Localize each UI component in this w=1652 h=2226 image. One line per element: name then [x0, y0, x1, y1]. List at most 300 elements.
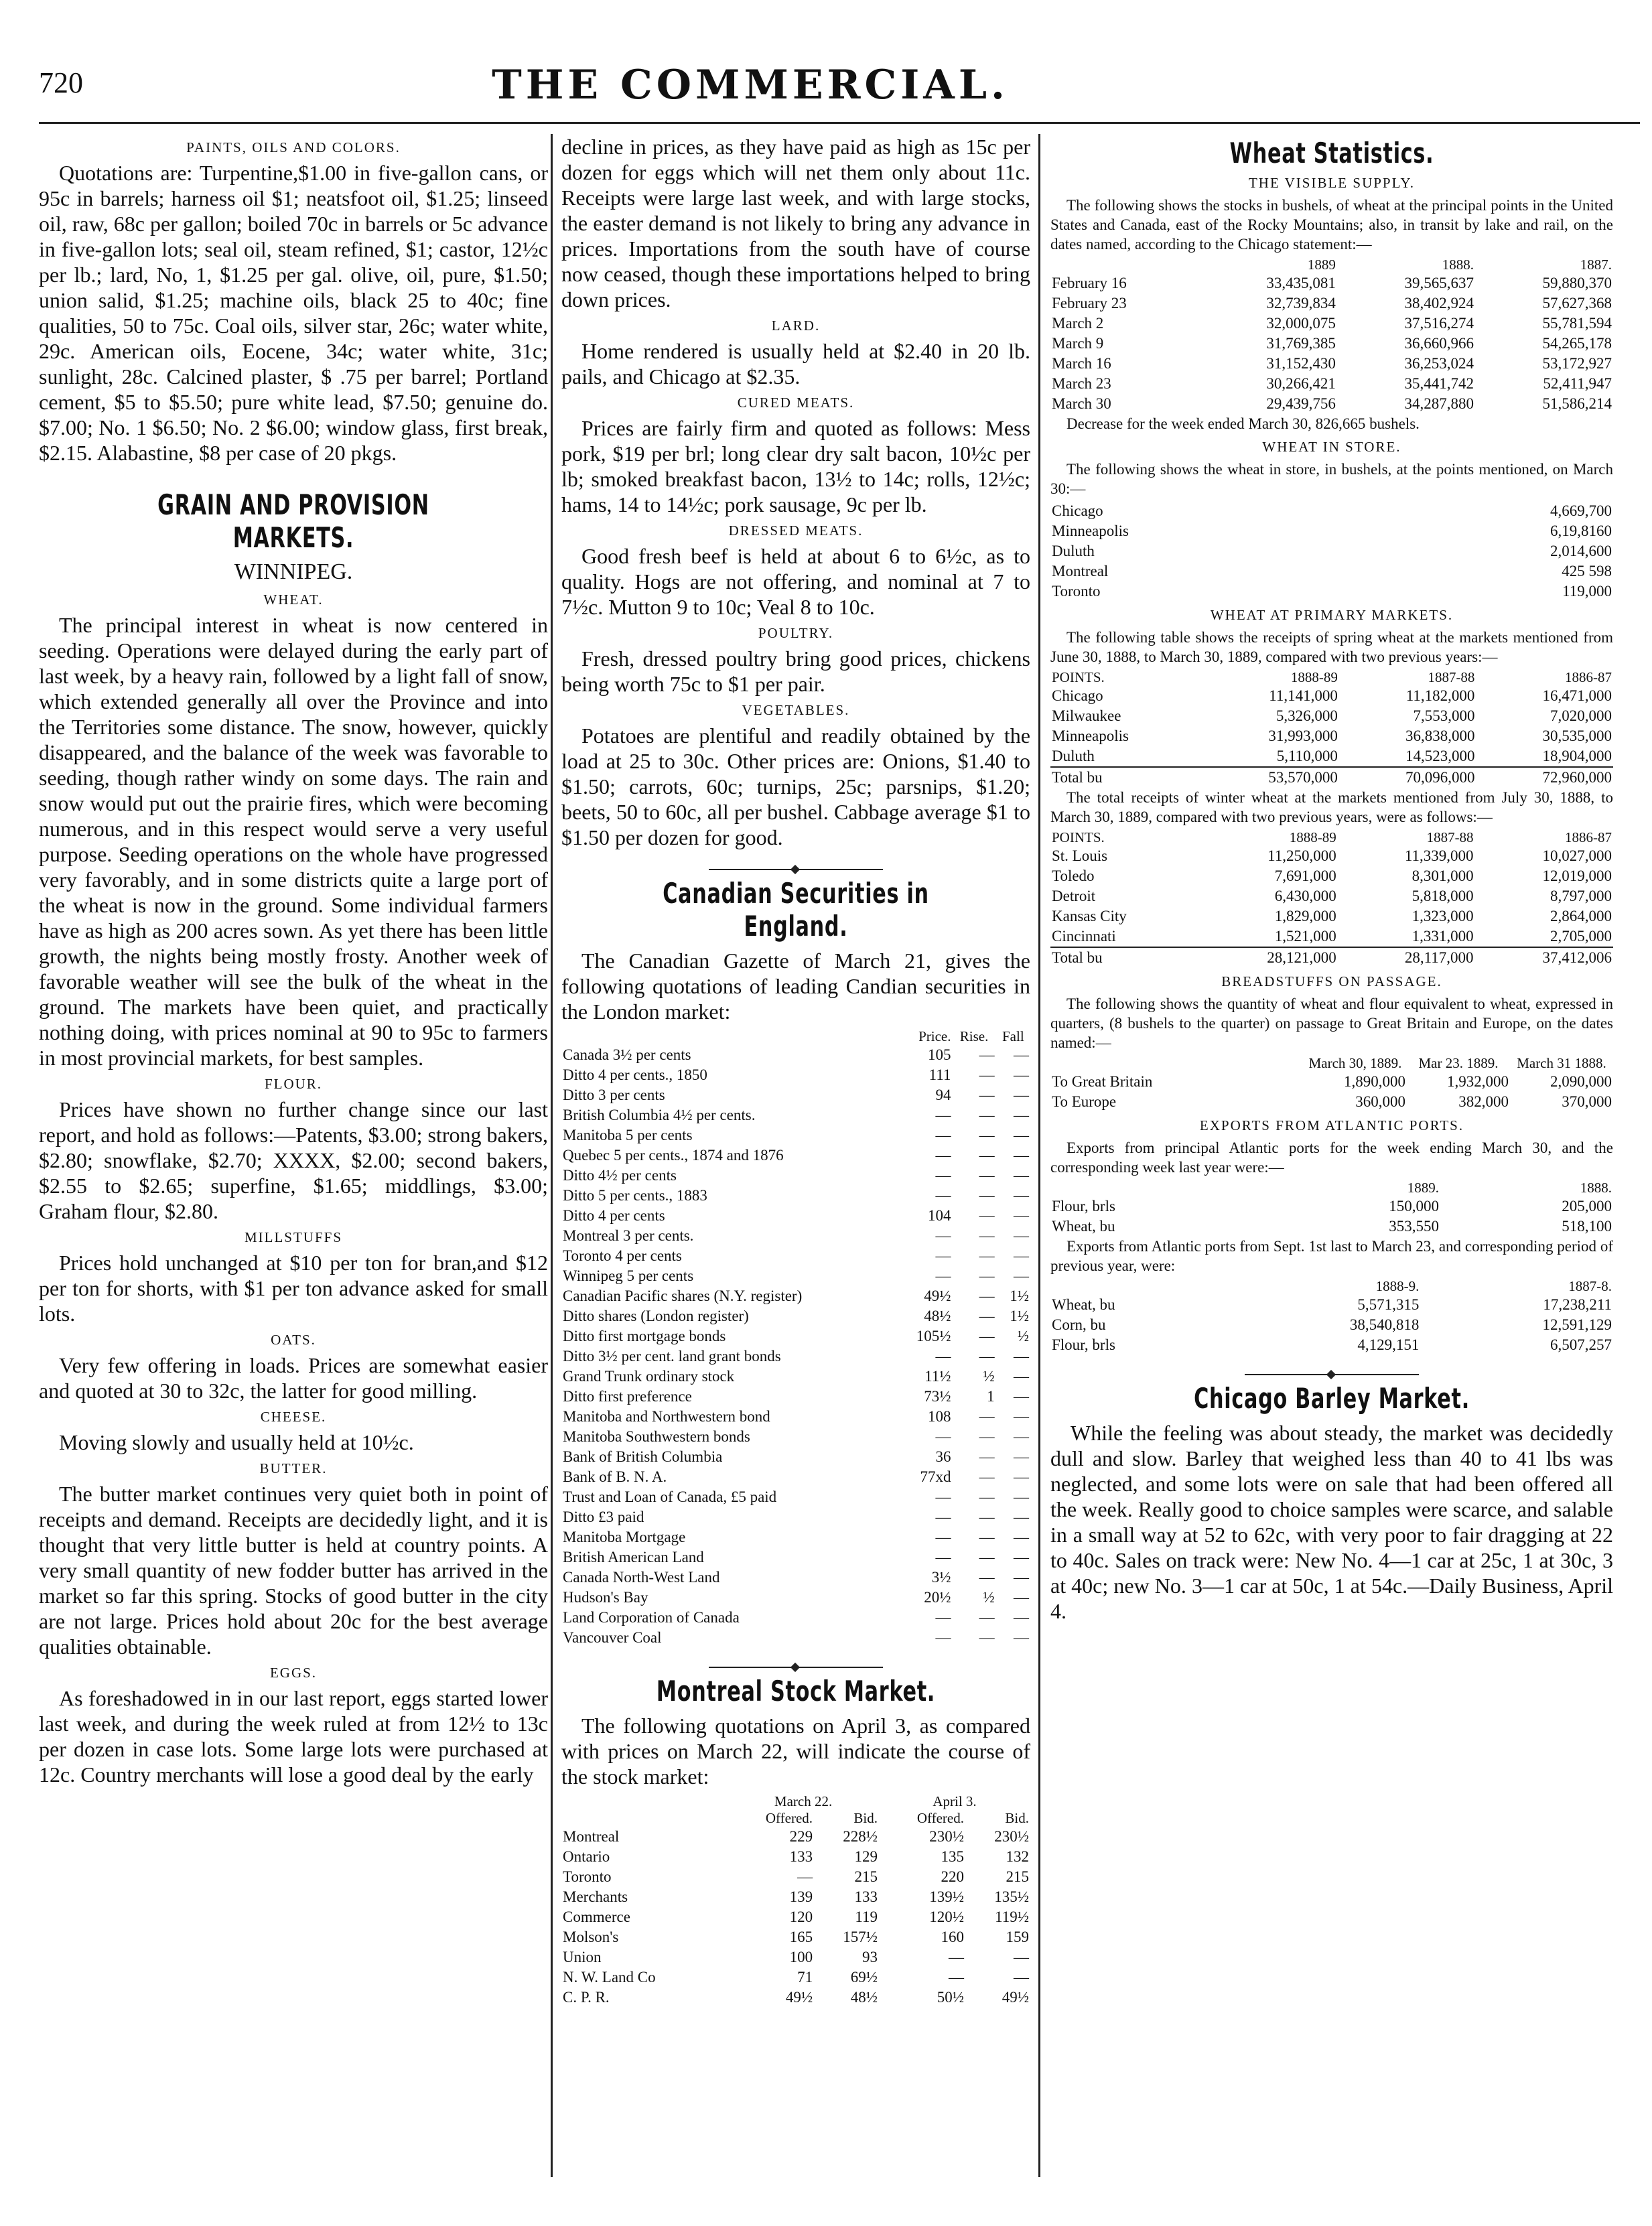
column-divider [1038, 134, 1040, 2177]
table-row [561, 1105, 1030, 1125]
cell-value: — [1014, 1629, 1029, 1646]
cell-value: 31,993,000 [1268, 727, 1338, 744]
cell-value: 34,287,880 [1404, 395, 1474, 412]
cell-value: 5,818,000 [1412, 888, 1474, 904]
total-value: 37,412,006 [1475, 947, 1613, 968]
table-row [561, 1568, 1030, 1588]
total-value: 70,096,000 [1339, 767, 1476, 788]
col-header: Price. [918, 1028, 951, 1044]
col-header: Offered. [916, 1810, 964, 1826]
cell-value: 1,829,000 [1274, 908, 1336, 924]
cell-value: — [1014, 1609, 1029, 1626]
table-row [561, 1045, 1030, 1065]
table-row [1050, 1216, 1613, 1237]
cell-value: 139½ [929, 1888, 964, 1905]
cell-value: 105 [927, 1046, 951, 1063]
table-row [1050, 521, 1613, 541]
cell-value: — [1014, 1207, 1029, 1224]
col-header: Rise. [959, 1028, 989, 1044]
cell-value: 119,000 [1562, 583, 1612, 600]
table-row [561, 1827, 1030, 1847]
row-label: Manitoba 5 per cents [563, 1127, 693, 1143]
cell-value: — [1014, 1368, 1029, 1385]
cell-value: — [979, 1529, 995, 1545]
row-label: Trust and Loan of Canada, £5 paid [563, 1488, 777, 1505]
cell-value: 32,739,834 [1266, 295, 1336, 311]
cell-value: 36 [935, 1448, 951, 1465]
passage-subheading: BREADSTUFFS ON PASSAGE. [1221, 973, 1442, 989]
cell-value: 35,441,742 [1404, 375, 1474, 392]
cell-value: — [979, 1549, 995, 1566]
table-row [561, 1507, 1030, 1527]
cell-value: — [979, 1247, 995, 1264]
row-label: Duluth [1052, 543, 1095, 559]
cell-value: 7,553,000 [1413, 707, 1475, 724]
cell-value: 53,172,927 [1542, 355, 1612, 372]
col-header: Bid. [853, 1810, 878, 1826]
row-label: Vancouver Coal [563, 1629, 662, 1646]
cell-value: 1 [987, 1388, 995, 1405]
cell-value: — [1014, 1408, 1029, 1425]
row-label: Ditto 5 per cents., 1883 [563, 1187, 707, 1204]
table-row [561, 1927, 1030, 1947]
cell-value: — [1014, 1488, 1029, 1505]
total-value: 53,570,000 [1202, 767, 1339, 788]
cell-value: 425 598 [1562, 563, 1612, 579]
table-row [561, 1326, 1030, 1346]
row-label: C. P. R. [563, 1989, 610, 2006]
cell-value: 382,000 [1458, 1093, 1509, 1110]
cell-value: 49½ [924, 1288, 951, 1304]
cell-value: 11½ [924, 1368, 951, 1385]
table-row [1050, 273, 1613, 293]
col-header: 1888-89 [1289, 829, 1336, 845]
row-label: Canada North-West Land [563, 1569, 720, 1586]
row-label: Flour, brls [1052, 1198, 1115, 1214]
cell-value: 139 [789, 1888, 813, 1905]
butter-subheading: BUTTER. [259, 1460, 328, 1476]
row-label: Manitoba Southwestern bonds [563, 1428, 750, 1445]
row-label: Minneapolis [1052, 523, 1129, 539]
table-row [561, 1346, 1030, 1367]
cell-value: 12,019,000 [1542, 867, 1612, 884]
cell-value: — [979, 1288, 995, 1304]
table-row [561, 1967, 1030, 1988]
cell-value: 129 [854, 1848, 878, 1865]
primary-markets-table [1050, 669, 1613, 788]
exports-week-table [1050, 1180, 1613, 1237]
group-header: March 22. [774, 1793, 833, 1809]
cell-value: 205,000 [1562, 1198, 1612, 1214]
cell-value: 5,571,315 [1357, 1296, 1420, 1313]
winnipeg-heading: WINNIPEG. [234, 559, 353, 584]
table-row [1050, 293, 1613, 314]
cell-value: 132 [1006, 1848, 1029, 1865]
row-label: March 30 [1052, 395, 1111, 412]
veg-subheading: VEGETABLES. [742, 702, 850, 718]
cell-value: 39,565,637 [1404, 275, 1474, 291]
col-header: 1888-89 [1290, 669, 1338, 685]
cell-value: 6,507,257 [1550, 1336, 1612, 1353]
table-row [1050, 1335, 1613, 1355]
cell-value: 10,027,000 [1542, 847, 1612, 864]
eggs-text: As foreshadowed in in our last report, eggs started lower last week, and during the week ruled at from 12½ to 13c per dozen in case lots. Some large lots were purchased at 12c. Country merchants will lose a good deal by the early [39, 1686, 548, 1787]
cell-value: 119½ [995, 1908, 1029, 1925]
row-label: Detroit [1052, 888, 1096, 904]
table-row [1050, 1196, 1613, 1216]
row-label: Ditto 4 per cents [563, 1207, 665, 1224]
row-label: To Great Britain [1052, 1073, 1153, 1090]
cell-value: — [935, 1147, 951, 1164]
cell-value: 229 [789, 1828, 813, 1845]
cell-value: 36,253,024 [1404, 355, 1474, 372]
cell-value: — [979, 1147, 995, 1164]
col-header: Bid. [1005, 1810, 1029, 1826]
table-row [1050, 354, 1613, 374]
cell-value: 105½ [916, 1328, 951, 1344]
lard-subheading: LARD. [771, 318, 821, 334]
row-label: Cincinnati [1052, 928, 1116, 945]
cell-value: — [1014, 1428, 1029, 1445]
cell-value: 8,797,000 [1550, 888, 1612, 904]
row-label: Commerce [563, 1908, 630, 1925]
cell-value: 38,402,924 [1404, 295, 1474, 311]
cell-value: — [935, 1488, 951, 1505]
table-row [561, 1125, 1030, 1145]
row-label: Chicago [1052, 687, 1103, 704]
cell-value: ½ [983, 1368, 995, 1385]
butter-text: The butter market continues very quiet both in point of receipts and demand. Receipts are decidedly light, and it is thought that very little butter is held at country points. A very small quantity of new fodder butter has arrived in the market so far this spring. Stocks of good butter in the city are not large. Prices hold about 20c for the best average qualities obtainable. [39, 1482, 548, 1659]
row-label: British American Land [563, 1549, 704, 1566]
lard-text: Home rendered is usually held at $2.40 in 20 lb. pails, and Chicago at $2.35. [561, 339, 1030, 389]
cell-value: 51,586,214 [1542, 395, 1612, 412]
row-label: Chicago [1052, 502, 1103, 519]
store-intro: The following shows the wheat in store, in bushels, at the points mentioned, on March 30:— [1050, 461, 1613, 497]
col-header: 1888. [1580, 1180, 1612, 1196]
wheat-statistics-heading: Wheat Statistics. [1229, 137, 1434, 169]
table-row [1050, 501, 1613, 521]
cell-value: — [979, 1167, 995, 1184]
cell-value: 370,000 [1562, 1093, 1612, 1110]
table-row [561, 1085, 1030, 1105]
total-label: Total bu [1050, 947, 1199, 968]
cell-value: — [979, 1227, 995, 1244]
row-label: Montreal [1052, 563, 1109, 579]
grain-heading: GRAIN AND PROVISION MARKETS. [157, 488, 429, 554]
cell-value: 20½ [924, 1589, 951, 1606]
cell-value: 8,301,000 [1412, 867, 1474, 884]
row-label: Minneapolis [1052, 727, 1129, 744]
table-row [1050, 334, 1613, 354]
table-row [1050, 374, 1613, 394]
table-row [561, 1166, 1030, 1186]
passage-intro: The following shows the quantity of wheat and flour equivalent to wheat, expressed in quarters, (8 bushels to the quarter) on passage to Great Britain and Europe, on the dates named:— [1050, 995, 1613, 1051]
row-label: Canada 3½ per cents [563, 1046, 691, 1063]
row-label: Quebec 5 per cents., 1874 and 1876 [563, 1147, 784, 1164]
column-divider [551, 134, 553, 2177]
cell-value: — [1014, 1066, 1029, 1083]
group-header: April 3. [933, 1793, 977, 1809]
col-header: 1888. [1442, 257, 1474, 273]
table-row [1050, 886, 1613, 906]
cell-value: — [979, 1428, 995, 1445]
row-label: Wheat, bu [1052, 1218, 1115, 1235]
winter-intro: The total receipts of winter wheat at the markets mentioned from July 30, 1888, to March 30, 1889, compared with two previous years, were as follows:— [1050, 789, 1613, 825]
total-value: 28,121,000 [1199, 947, 1337, 968]
row-label: Ditto shares (London register) [563, 1308, 749, 1324]
cell-value: — [1014, 1348, 1029, 1365]
cell-value: — [935, 1127, 951, 1143]
poultry-text: Fresh, dressed poultry bring good prices, chickens being worth 75c to $1 per pair. [561, 646, 1030, 696]
paints-heading: PAINTS, OILS AND COLORS. [186, 139, 401, 155]
page-number: 720 [39, 66, 83, 99]
cell-value: 518,100 [1562, 1218, 1612, 1235]
row-label: Kansas City [1052, 908, 1127, 924]
cell-value: 157½ [843, 1929, 878, 1945]
cell-value: — [979, 1448, 995, 1465]
cell-value: 5,326,000 [1276, 707, 1338, 724]
table-row [1050, 706, 1613, 726]
cell-value: 1,890,000 [1344, 1073, 1405, 1090]
table-row [561, 1286, 1030, 1306]
flour-subheading: FLOUR. [264, 1076, 323, 1092]
cell-value: — [949, 1949, 964, 1965]
table-row [561, 1407, 1030, 1427]
cell-value: 1,932,000 [1447, 1073, 1509, 1090]
cell-value: — [979, 1127, 995, 1143]
cell-value: 14,523,000 [1405, 748, 1475, 764]
col-header: 1887-88 [1428, 669, 1475, 685]
veg-text: Potatoes are plentiful and readily obtained by the load at 25 to 30c. Other prices are: Onions, $1.40 to $1.50; carrots, 60c; turnips, 25c; parsnips, $1.20; beets, 50 to 60c, all per bushel. Cabbage average $1 to $1.50 per dozen for good. [561, 723, 1030, 849]
table-row [561, 1988, 1030, 2008]
cell-value: 5,110,000 [1276, 748, 1338, 764]
cell-value: 2,014,600 [1550, 543, 1612, 559]
row-label: Ontario [563, 1848, 610, 1865]
table-row [1050, 926, 1613, 947]
cell-value: — [1014, 1147, 1029, 1164]
row-label: Winnipeg 5 per cents [563, 1267, 694, 1284]
cell-value: 32,000,075 [1266, 315, 1336, 332]
cell-value: 150,000 [1389, 1198, 1440, 1214]
cell-value: 120 [789, 1908, 813, 1925]
cell-value: 133 [854, 1888, 878, 1905]
cell-value: 55,781,594 [1542, 315, 1612, 332]
cell-value: 228½ [843, 1828, 878, 1845]
cell-value: 52,411,947 [1543, 375, 1612, 392]
cell-value: 18,904,000 [1542, 748, 1612, 764]
montreal-heading: Montreal Stock Market. [656, 1675, 936, 1708]
column-1 [39, 134, 548, 1791]
wheat-subheading: WHEAT. [263, 592, 324, 608]
row-label: Grand Trunk ordinary stock [563, 1368, 735, 1385]
table-row [1050, 686, 1613, 706]
cell-value: 36,838,000 [1405, 727, 1475, 744]
cell-value: — [979, 1046, 995, 1063]
row-label: St. Louis [1052, 847, 1108, 864]
cell-value: 3½ [931, 1569, 951, 1586]
cell-value: — [979, 1267, 995, 1284]
table-row [561, 1306, 1030, 1326]
cell-value: — [979, 1488, 995, 1505]
cell-value: 11,141,000 [1269, 687, 1338, 704]
row-label: Land Corporation of Canada [563, 1609, 740, 1626]
row-label: March 23 [1052, 375, 1111, 392]
cell-value: 11,339,000 [1404, 847, 1474, 864]
cell-value: 230½ [994, 1828, 1029, 1845]
table-row [561, 1246, 1030, 1266]
row-label: February 16 [1052, 275, 1127, 291]
barley-text: While the feeling was about steady, the market was decidedly dull and slow. Barley that weighed less than 40 to 41 lbs was neglected, and some lots were on sale that had been offered all the week. Really good to choice samples were scarce, and salable in a small way at 52 to 62c, with very poor to fair dragging at 22 to 40c. Sales on track were: New No. 4—1 car at 25c, 1 at 30c, 3 at 40c; new No. 3—1 car at 50c, 1 at 54c.—Daily Business, April 4. [1050, 1421, 1613, 1623]
row-label: Hudson's Bay [563, 1589, 648, 1606]
cell-value: — [979, 1066, 995, 1083]
primary-subheading: WHEAT AT PRIMARY MARKETS. [1210, 607, 1454, 623]
cell-value: 77xd [920, 1468, 951, 1485]
col-header: 1889. [1407, 1180, 1440, 1196]
cell-value: 17,238,211 [1543, 1296, 1612, 1313]
row-label: Ditto first mortgage bonds [563, 1328, 726, 1344]
col-header: POINTS. [1052, 669, 1105, 685]
col-header: 1887-8. [1568, 1278, 1612, 1294]
cell-value: 94 [935, 1087, 951, 1103]
table-row [561, 1527, 1030, 1547]
cell-value: — [1014, 1509, 1029, 1525]
cell-value: 104 [927, 1207, 951, 1224]
cell-value: 31,152,430 [1266, 355, 1336, 372]
cell-value: 165 [789, 1929, 813, 1945]
cell-value: 2,705,000 [1550, 928, 1612, 945]
canadian-securities-table [561, 1028, 1030, 1648]
winter-wheat-table [1050, 829, 1613, 968]
section-divider [709, 1667, 883, 1668]
column-2 [561, 134, 1030, 2008]
cell-value: 7,691,000 [1274, 867, 1336, 884]
cured-text: Prices are fairly firm and quoted as follows: Mess pork, $19 per brl; long clear dry salt bacon, 10½c per lb; smoked breakfast bacon, 13½ to 14c; rolls, 12½c; hams, 14 to 14½c; pork sausage, 9c per lb. [561, 416, 1030, 516]
canadian-intro: The Canadian Gazette of March 21, gives the following quotations of leading Candian securities in the London market: [561, 949, 1030, 1024]
cell-value: — [979, 1408, 995, 1425]
row-label: Wheat, bu [1052, 1296, 1115, 1313]
millstuffs-subheading: MILLSTUFFS [244, 1229, 343, 1245]
cell-value: — [935, 1428, 951, 1445]
section-divider [1245, 1374, 1419, 1375]
visible-supply-subheading: THE VISIBLE SUPPLY. [1248, 175, 1416, 191]
table-row [561, 1947, 1030, 1967]
col-header: 1887-88 [1426, 829, 1474, 845]
barley-heading: Chicago Barley Market. [1194, 1382, 1470, 1415]
eggs-continued: decline in prices, as they have paid as high as 15c per dozen for eggs which will net them only about 11c. Receipts were large last week, and with large stocks, the easter demand is not likely to bring any advance in prices. Importations from the south have of course now ceased, though these importations helped to bring down prices. [561, 135, 1030, 311]
row-label: Toronto [563, 1868, 612, 1885]
exports-season-table [1050, 1278, 1613, 1355]
table-row [561, 1487, 1030, 1507]
cell-value: 16,471,000 [1542, 687, 1612, 704]
col-header: Fall [1002, 1028, 1024, 1044]
montreal-intro: The following quotations on April 3, as compared with prices on March 22, will indicate the course of the stock market: [561, 1714, 1030, 1789]
row-label: February 23 [1052, 295, 1127, 311]
oats-text: Very few offering in loads. Prices are somewhat easier and quoted at 30 to 32c, the latter for good milling. [39, 1353, 548, 1403]
total-value: 28,117,000 [1338, 947, 1475, 968]
cell-value: — [949, 1969, 964, 1986]
cell-value: — [979, 1609, 995, 1626]
cell-value: — [1014, 1167, 1029, 1184]
cell-value: — [935, 1509, 951, 1525]
cell-value: 6,430,000 [1274, 888, 1336, 904]
table-row [1050, 1315, 1613, 1335]
total-label: Total bu [1050, 767, 1202, 788]
table-row [561, 1145, 1030, 1166]
cell-value: 1½ [1010, 1308, 1029, 1324]
cell-value: 73½ [924, 1388, 951, 1405]
millstuffs-text: Prices hold unchanged at $10 per ton for bran,and $12 per ton for shorts, with $1 per ton advance asked for small lots. [39, 1251, 548, 1326]
row-label: Duluth [1052, 748, 1095, 764]
col-header: March 31 1888. [1517, 1055, 1606, 1071]
cell-value: 1,331,000 [1412, 928, 1474, 945]
cell-value: — [935, 1227, 951, 1244]
table-row [1050, 1092, 1613, 1112]
cell-value: — [935, 1348, 951, 1365]
dressed-text: Good fresh beef is held at about 6 to 6½c, as to quality. Hogs are not offering, and nominal at 7 to 7½c. Mutton 9 to 10c; Veal 8 to 10c. [561, 544, 1030, 619]
table-row [1050, 541, 1613, 561]
cell-value: — [935, 1609, 951, 1626]
cell-value: 33,435,081 [1266, 275, 1336, 291]
section-divider [709, 869, 883, 870]
cell-value: 49½ [1002, 1989, 1029, 2006]
cell-value: — [1014, 1127, 1029, 1143]
wheat-text: The principal interest in wheat is now centered in seeding. Operations were delayed during the early part of last week, by a heavy rain, followed by a light fall of snow, which extended generally all over the Province and into the Territories some distance. The snow, however, quickly disappeared, and the balance of the week was favorable to seeding, though rather windy on some days. The rain and snow would put out the prairie fires, which were becoming numerous, and in this respect would serve a very useful purpose. Seeding operations on the whole have progressed very favorably, and in some districts quite a large port of the wheat is now in the ground. Some individual farmers have as high as 200 acres sown. As yet there has been little growth, the nights being mostly frosty. Another week of favorable weather will see the bulk of the wheat in the ground. The markets have been quiet, and practically nothing doing, with prices nominal at 90 to 95c to farmers in most provincial markets, for best samples. [39, 613, 548, 1070]
cell-value: — [979, 1308, 995, 1324]
cell-value: 220 [941, 1868, 964, 1885]
table-row [561, 1447, 1030, 1467]
cell-value: — [1014, 1046, 1029, 1063]
col-header: 1889 [1307, 257, 1336, 273]
cell-value: — [979, 1629, 995, 1646]
cell-value: 133 [789, 1848, 813, 1865]
cell-value: 100 [789, 1949, 813, 1965]
table-row [561, 1867, 1030, 1887]
cell-value: — [1014, 1549, 1029, 1566]
eggs-subheading: EGGS. [269, 1665, 318, 1681]
cell-value: — [1014, 1247, 1029, 1264]
table-row [561, 1907, 1030, 1927]
cell-value: — [979, 1569, 995, 1586]
cell-value: 12,591,129 [1542, 1316, 1612, 1333]
cell-value: 29,439,756 [1266, 395, 1336, 412]
col-header: March 30, 1889. [1308, 1055, 1402, 1071]
cell-value: 1½ [1010, 1288, 1029, 1304]
table-row [561, 1847, 1030, 1867]
table-row [1050, 314, 1613, 334]
cell-value: — [1014, 1267, 1029, 1284]
cell-value: — [935, 1529, 951, 1545]
primary-intro: The following table shows the receipts of spring wheat at the markets mentioned from June 30, 1888, to March 30, 1889, compared with two previous years:— [1050, 629, 1613, 665]
cell-value: 215 [854, 1868, 878, 1885]
table-row [561, 1628, 1030, 1648]
table-row [561, 1367, 1030, 1387]
row-label: Canadian Pacific shares (N.Y. register) [563, 1288, 803, 1304]
row-label: Molson's [563, 1929, 619, 1945]
col-header: Offered. [765, 1810, 813, 1826]
cell-value: — [979, 1187, 995, 1204]
row-label: Toronto 4 per cents [563, 1247, 682, 1264]
cell-value: 6,19,8160 [1550, 523, 1612, 539]
cell-value: — [979, 1468, 995, 1485]
row-label: Ditto 3½ per cent. land grant bonds [563, 1348, 781, 1365]
cell-value: 4,669,700 [1550, 502, 1612, 519]
row-label: Merchants [563, 1888, 628, 1905]
cell-value: 4,129,151 [1357, 1336, 1420, 1353]
cell-value: 120½ [929, 1908, 964, 1925]
cell-value: 135 [941, 1848, 964, 1865]
table-row [1050, 726, 1613, 746]
cell-value: 31,769,385 [1266, 335, 1336, 352]
